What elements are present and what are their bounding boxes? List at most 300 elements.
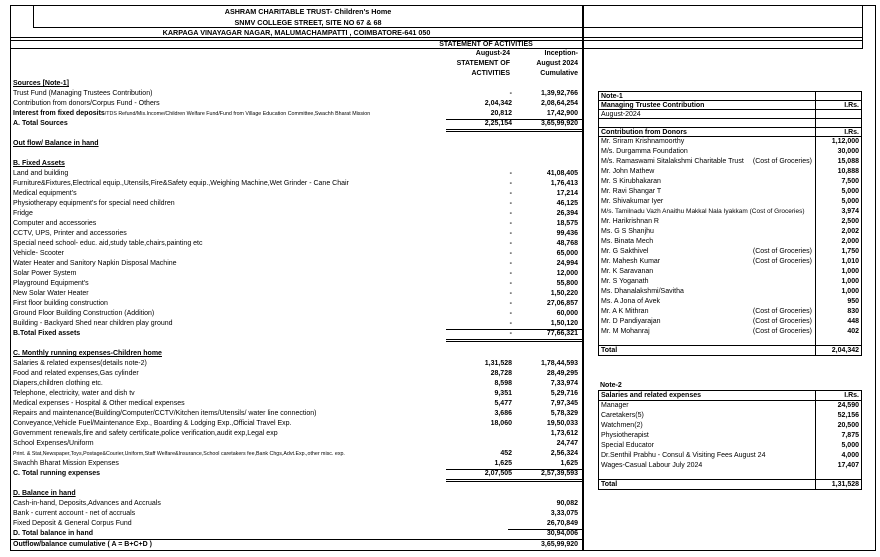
total-rule xyxy=(446,329,582,330)
row-label: Furniture&Fixtures,Electrical equip.,Utensils,Fire&Safety equip.,Weighing Machine,Wet Grinder - Cane Chair xyxy=(13,180,349,187)
row-label: Water Heater and Sanitory Napkin Disposal Machine xyxy=(13,260,177,267)
value-cumulative xyxy=(512,349,582,359)
blank-row xyxy=(11,479,582,489)
value-august: - xyxy=(509,260,512,267)
value-august: - xyxy=(509,270,512,277)
trust-name: ASHRAM CHARITABLE TRUST- Children's Home xyxy=(224,7,392,16)
blank-row-label xyxy=(599,470,815,480)
salary-row xyxy=(599,400,861,410)
column-header-line: Inception- xyxy=(544,50,578,57)
row-label: Government renewals,fire and safety certificate,police verification,audit exp,Legal exp xyxy=(13,430,278,437)
donor-row-label xyxy=(599,306,815,316)
value-august: - xyxy=(509,170,512,177)
main-statement xyxy=(10,5,583,551)
value-august: - xyxy=(509,180,512,187)
row-label: Sources [Note-1] xyxy=(13,80,70,87)
donor-list xyxy=(598,136,862,346)
value-august: 8,598 xyxy=(494,380,512,387)
statement-title-row xyxy=(11,41,582,49)
donor-row xyxy=(599,146,861,156)
row-label: School Expenses/Uniform xyxy=(13,440,94,447)
statement-row xyxy=(11,219,582,229)
salaries-list xyxy=(598,400,862,480)
value-august: 452 xyxy=(500,450,512,457)
row-label: Repairs and maintenance(Building/Computer/CCTV/Kitchen items/Utensils/ water line connection) xyxy=(13,410,317,417)
value-cumulative xyxy=(512,79,582,89)
note2-block xyxy=(598,380,862,490)
name-text: Manager xyxy=(601,401,629,409)
name-text: Mr. K Saravanan xyxy=(601,267,654,275)
name-text: Mr. Mahesh Kumar xyxy=(601,257,661,265)
salary-row xyxy=(599,450,861,460)
statement-row xyxy=(11,399,582,409)
statement-row xyxy=(11,99,582,109)
name-text: Wages-Casual Labour July 2024 xyxy=(601,461,703,469)
salary-row-label xyxy=(599,430,815,440)
total-rule xyxy=(508,529,582,530)
row-label: Out flow/ Balance in hand xyxy=(13,140,99,147)
value-cumulative: 60,000 xyxy=(556,310,578,317)
value-august xyxy=(444,139,512,149)
value-cumulative: 1,76,413 xyxy=(550,180,578,187)
empty-cell xyxy=(584,28,862,38)
statement-row xyxy=(11,449,582,459)
value-august xyxy=(444,129,512,139)
value-cumulative: 46,125 xyxy=(556,200,578,207)
donor-row xyxy=(599,206,861,216)
name-text: Total xyxy=(601,481,618,488)
row-label: Playground Equipment's xyxy=(13,280,89,287)
donor-row-label xyxy=(599,186,815,196)
salary-row-label xyxy=(599,400,815,410)
row-label: New Solar Water Heater xyxy=(13,290,89,297)
donor-row xyxy=(599,256,861,266)
value-august: 18,060 xyxy=(490,420,512,427)
name-text: Mr. G Sakthivel xyxy=(601,247,649,255)
value-cumulative: 1,39,92,766 xyxy=(541,90,578,97)
value-cumulative: 28,49,295 xyxy=(546,370,578,377)
row-label: Bank - current account - net of accruals xyxy=(13,510,136,517)
column-header-line: August-24 xyxy=(475,50,510,57)
donor-row xyxy=(599,266,861,276)
statement-row xyxy=(11,309,582,319)
value-august: - xyxy=(509,190,512,197)
salaries-total-row-label xyxy=(599,480,815,489)
name-text: August-2024 xyxy=(601,110,641,118)
row-label: First floor building construction xyxy=(13,300,108,307)
value-cumulative: 1,50,220 xyxy=(550,290,578,297)
value-cumulative: 26,70,849 xyxy=(546,520,578,527)
donor-row-amount: 1,750 xyxy=(815,246,861,256)
name-text: M/s. Tamilnadu Vazh Anaithu Makkal Nala Iyakkam (Cost of Groceries) xyxy=(601,207,805,215)
salaries-header-amount: I.Rs. xyxy=(815,391,861,400)
name-text: Note-1 xyxy=(601,92,623,100)
statement-row xyxy=(11,419,582,429)
salary-row-amount: 20,500 xyxy=(815,420,861,430)
value-august xyxy=(444,540,512,549)
value-cumulative: 65,000 xyxy=(556,250,578,257)
value-cumulative: 99,436 xyxy=(556,230,578,237)
row-label: Swachh Bharat Mission Expenses xyxy=(13,460,119,467)
donor-row xyxy=(599,296,861,306)
value-cumulative: 5,29,716 xyxy=(550,390,578,397)
note1-title xyxy=(598,91,862,101)
blank-row xyxy=(599,470,861,480)
blank-bordered-row-amount xyxy=(815,119,861,127)
salary-row xyxy=(599,440,861,450)
value-august xyxy=(444,429,512,439)
name-text: Ms. A Jona of Avek xyxy=(601,297,661,305)
statement-row xyxy=(11,409,582,419)
note1-title-amount xyxy=(815,92,861,100)
row-label: Food and related expenses,Gas cylinder xyxy=(13,370,139,377)
column-header-line: Cumulative xyxy=(540,70,578,77)
row-label: C. Monthly running expenses-Children home xyxy=(13,350,162,357)
value-august: - xyxy=(509,290,512,297)
row-label: Special need school- educ. aid,study table,chairs,painting etc xyxy=(13,240,203,247)
name-text: M/s. Ramaswami Sitalakshmi Charitable Trust xyxy=(601,157,744,165)
statement-row xyxy=(11,89,582,99)
salary-row-amount: 17,407 xyxy=(815,460,861,470)
statement-row xyxy=(11,199,582,209)
donor-row xyxy=(599,196,861,206)
value-cumulative xyxy=(512,339,582,349)
donor-row-amount: 10,888 xyxy=(815,166,861,176)
statement-row xyxy=(11,429,582,439)
donor-row-label xyxy=(599,256,815,266)
salary-row-amount: 52,156 xyxy=(815,410,861,420)
donor-row-label xyxy=(599,176,815,186)
donors-total-row-amount: 2,04,342 xyxy=(815,346,861,355)
statement-row xyxy=(11,189,582,199)
row-label: B.Total Fixed assets xyxy=(13,330,81,337)
donor-row-amount: 5,000 xyxy=(815,196,861,206)
statement-row xyxy=(11,269,582,279)
salary-row-label xyxy=(599,420,815,430)
row-label xyxy=(11,339,444,349)
blank-row xyxy=(11,339,582,349)
donor-row-label xyxy=(599,226,815,236)
donor-row-amount: 15,088 xyxy=(815,156,861,166)
donor-row xyxy=(599,226,861,236)
trustee-month-row xyxy=(598,109,862,119)
name-text: Ms. Dhanalakshmi/Savitha xyxy=(601,287,684,295)
donor-row-amount: 1,000 xyxy=(815,286,861,296)
donors-total-row-label xyxy=(599,346,815,355)
donor-row-label xyxy=(599,326,815,336)
value-august xyxy=(444,529,512,539)
donor-row xyxy=(599,136,861,146)
value-cumulative: 1,73,612 xyxy=(550,430,578,437)
column-header-line: August 2024 xyxy=(536,60,578,67)
name-text: Ms. G S Shanjhu xyxy=(601,227,654,235)
value-cumulative xyxy=(512,149,582,159)
value-cumulative xyxy=(512,129,582,139)
blank-row xyxy=(11,149,582,159)
value-cumulative: 2,56,324 xyxy=(550,450,578,457)
value-cumulative: 17,214 xyxy=(556,190,578,197)
donor-row xyxy=(599,236,861,246)
row-label: CCTV, UPS, Printer and accessories xyxy=(13,230,127,237)
name-text: Mr. John Mathew xyxy=(601,167,655,175)
value-august: 1,625 xyxy=(494,460,512,467)
donor-row-amount: 1,000 xyxy=(815,266,861,276)
blank-row-amount xyxy=(815,470,861,480)
groceries-note: (Cost of Groceries) xyxy=(752,247,812,255)
name-text: Total xyxy=(601,347,618,354)
trustee-header-label xyxy=(599,101,815,109)
donors-total-row xyxy=(598,345,862,356)
value-cumulative: 2,08,64,254 xyxy=(541,100,578,107)
value-august xyxy=(444,339,512,349)
name-text: Contribution from Donors xyxy=(601,128,687,136)
statement-title: STATEMENT OF ACTIVITIES xyxy=(439,41,533,48)
value-cumulative: 24,994 xyxy=(556,260,578,267)
empty-cell xyxy=(584,6,862,28)
name-text: Ms. Binata Mech xyxy=(601,237,654,245)
value-cumulative: 18,575 xyxy=(556,220,578,227)
value-august: - xyxy=(509,250,512,257)
value-cumulative: 12,000 xyxy=(556,270,578,277)
blank-row xyxy=(599,336,861,346)
statement-row xyxy=(11,349,582,359)
blank-bordered-row xyxy=(598,118,862,128)
donor-row-label xyxy=(599,216,815,226)
value-august: 2,04,342 xyxy=(484,100,512,107)
row-label: Trust Fund (Managing Trustees Contribution) xyxy=(13,90,153,97)
blank-row-label xyxy=(599,336,815,346)
donor-row-amount: 5,000 xyxy=(815,186,861,196)
statement-row xyxy=(11,469,582,479)
statement-row xyxy=(11,169,582,179)
statement-row xyxy=(11,279,582,289)
statement-row xyxy=(11,139,582,149)
donor-row-amount: 2,500 xyxy=(815,216,861,226)
column-header-line: STATEMENT OF xyxy=(456,60,510,67)
donor-row-label xyxy=(599,296,815,306)
row-label: Fridge xyxy=(13,210,33,217)
donor-row-label xyxy=(599,236,815,246)
donor-row xyxy=(599,286,861,296)
blank-row-amount xyxy=(815,336,861,346)
donor-row xyxy=(599,326,861,336)
row-label: D. Total balance in hand xyxy=(13,530,93,537)
value-august: - xyxy=(509,200,512,207)
value-cumulative: 77,66,321 xyxy=(546,330,578,337)
row-label xyxy=(11,479,444,489)
value-cumulative: 1,78,44,593 xyxy=(541,360,578,367)
statement-row xyxy=(11,329,582,339)
salaries-header-label xyxy=(599,391,815,400)
statement-row xyxy=(11,499,582,509)
donor-row-amount: 830 xyxy=(815,306,861,316)
donor-row-amount: 1,010 xyxy=(815,256,861,266)
row-label: Print. & Stat,Newspaper,Toys,Postage&Courier,Uniform,Staff Welfare&Insurance,School caretakers fee,Bank Chgs,Advt.Exp.,other misc. exp. xyxy=(13,451,345,457)
donor-row-label xyxy=(599,146,815,156)
row-label: A. Total Sources xyxy=(13,120,68,127)
statement-row xyxy=(11,289,582,299)
row-label: Fixed Deposit & General Corpus Fund xyxy=(13,520,132,527)
value-cumulative: 5,78,329 xyxy=(550,410,578,417)
statement-row xyxy=(11,239,582,249)
value-cumulative: 30,94,006 xyxy=(546,530,578,537)
value-cumulative: 2,57,39,593 xyxy=(541,470,578,477)
value-cumulative: 55,800 xyxy=(556,280,578,287)
trustee-month-row-label xyxy=(599,110,815,118)
trustee-header xyxy=(598,100,862,110)
value-cumulative xyxy=(512,139,582,149)
donor-row xyxy=(599,316,861,326)
row-label: Computer and accessories xyxy=(13,220,97,227)
value-cumulative: 19,50,033 xyxy=(546,420,578,427)
groceries-note: (Cost of Groceries) xyxy=(752,317,812,325)
row-label: Telephone, electricity, water and dish tv xyxy=(13,390,135,397)
donors-header-label xyxy=(599,128,815,136)
name-text: Salaries and related expenses xyxy=(601,392,701,399)
value-august: 20,812 xyxy=(490,110,512,117)
donor-row xyxy=(599,306,861,316)
value-august: 28,728 xyxy=(490,370,512,377)
statement-row xyxy=(11,489,582,499)
value-cumulative: 7,33,974 xyxy=(550,380,578,387)
statement-row xyxy=(11,229,582,239)
row-label-detail: /TDS Refund/Mis.Income/Children Welfare Fund/Fund from Village Education Committee,Swachh Bharat Mission xyxy=(104,111,371,117)
statement-row xyxy=(11,119,582,129)
value-august xyxy=(444,149,512,159)
value-august xyxy=(444,349,512,359)
blank-row xyxy=(11,129,582,139)
statement-rows xyxy=(11,79,582,549)
value-august xyxy=(444,479,512,489)
value-cumulative xyxy=(512,159,582,169)
row-label xyxy=(11,149,444,159)
value-august xyxy=(444,499,512,509)
donor-row-amount: 3,974 xyxy=(815,206,861,216)
salary-row-label xyxy=(599,460,815,470)
donor-row xyxy=(599,246,861,256)
total-rule xyxy=(446,119,582,120)
column-header-august xyxy=(390,49,510,79)
groceries-note: (Cost of Groceries) xyxy=(752,327,812,335)
row-label: D. Balance in hand xyxy=(13,490,76,497)
value-august xyxy=(444,489,512,499)
value-august: - xyxy=(509,230,512,237)
value-cumulative: 3,33,075 xyxy=(550,510,578,517)
value-cumulative xyxy=(512,489,582,499)
value-august xyxy=(444,519,512,529)
trust-title-box xyxy=(33,6,582,28)
donor-row xyxy=(599,276,861,286)
value-cumulative: 90,082 xyxy=(556,500,578,507)
value-august: - xyxy=(509,220,512,227)
donor-row-amount: 402 xyxy=(815,326,861,336)
donor-row-label xyxy=(599,166,815,176)
value-august: - xyxy=(509,310,512,317)
salary-row xyxy=(599,430,861,440)
value-august: - xyxy=(509,240,512,247)
statement-row xyxy=(11,459,582,469)
salary-row-amount: 24,590 xyxy=(815,400,861,410)
name-text: Mr. Ravi Shangar T xyxy=(601,187,662,195)
value-august xyxy=(444,439,512,449)
value-cumulative: 24,747 xyxy=(556,440,578,447)
salary-row-amount: 5,000 xyxy=(815,440,861,450)
value-august xyxy=(444,509,512,519)
name-text: Mr. Sriram Krishnamoorthy xyxy=(601,137,685,145)
statement-row xyxy=(11,259,582,269)
statement-row xyxy=(11,539,582,549)
row-label: Ground Floor Building Construction (Addition) xyxy=(13,310,155,317)
statement-row xyxy=(11,319,582,329)
row-label: Conveyance,Vehicle Fuel/Maintenance Exp., Boarding & Lodging Exp.,Official Travel Exp. xyxy=(13,420,292,427)
donor-row xyxy=(599,166,861,176)
row-label: Medical equipment's xyxy=(13,190,77,197)
statement-row xyxy=(11,159,582,169)
value-cumulative: 26,394 xyxy=(556,210,578,217)
statement-row xyxy=(11,299,582,309)
blank-bordered-row-label xyxy=(599,119,815,127)
salaries-total-row-amount: 1,31,528 xyxy=(815,480,861,489)
name-text: Caretakers(5) xyxy=(601,411,644,419)
value-cumulative xyxy=(512,479,582,489)
value-august: 1,31,528 xyxy=(484,360,512,367)
value-august: 2,07,505 xyxy=(484,470,512,477)
name-text: Mr. S Kirubhakaran xyxy=(601,177,661,185)
trustee-header-amount: I.Rs. xyxy=(815,101,861,109)
donor-row-amount: 1,12,000 xyxy=(815,136,861,146)
row-label: Building - Backyard Shed near children play ground xyxy=(13,320,173,327)
salary-row-label xyxy=(599,410,815,420)
note1-block xyxy=(598,92,862,356)
value-cumulative: 1,625 xyxy=(560,460,578,467)
statement-row xyxy=(11,359,582,369)
salary-row xyxy=(599,460,861,470)
row-label: Vehicle- Scooter xyxy=(13,250,64,257)
value-august: - xyxy=(509,300,512,307)
column-header-line: ACTIVITIES xyxy=(471,70,510,77)
value-cumulative: 1,50,120 xyxy=(550,320,578,327)
donor-row xyxy=(599,156,861,166)
value-august: - xyxy=(509,210,512,217)
trustee-month-row-amount xyxy=(815,110,861,118)
row-label xyxy=(11,129,444,139)
statement-row xyxy=(11,439,582,449)
notes-panel xyxy=(583,5,876,551)
statement-row xyxy=(11,249,582,259)
row-label: Land and building xyxy=(13,170,69,177)
name-text: Mr. S Yoganath xyxy=(601,277,649,285)
donor-row xyxy=(599,216,861,226)
row-label: Outflow/balance cumulative ( A = B+C+D ) xyxy=(13,541,152,548)
row-label: Interest from fixed deposits/TDS Refund/Mis.Income/Children Welfare Fund/Fund from Village Education Committee,Swachh Bharat Mission xyxy=(13,110,371,117)
note2-title: Note-2 xyxy=(600,382,622,389)
donor-row-amount: 950 xyxy=(815,296,861,306)
salary-row-label xyxy=(599,440,815,450)
statement-row xyxy=(11,379,582,389)
donor-row xyxy=(599,176,861,186)
donor-row-label xyxy=(599,136,815,146)
salaries-total-row xyxy=(598,479,862,490)
donor-row-label xyxy=(599,286,815,296)
value-cumulative: 3,65,99,920 xyxy=(541,541,578,548)
donor-row-label xyxy=(599,246,815,256)
value-august: - xyxy=(509,90,512,97)
statement-row xyxy=(11,109,582,119)
top-empty-cells xyxy=(584,6,863,49)
row-label: Medical expenses - Hospital & Other medical expenses xyxy=(13,400,185,407)
value-august: - xyxy=(509,330,512,337)
value-august: - xyxy=(509,280,512,287)
